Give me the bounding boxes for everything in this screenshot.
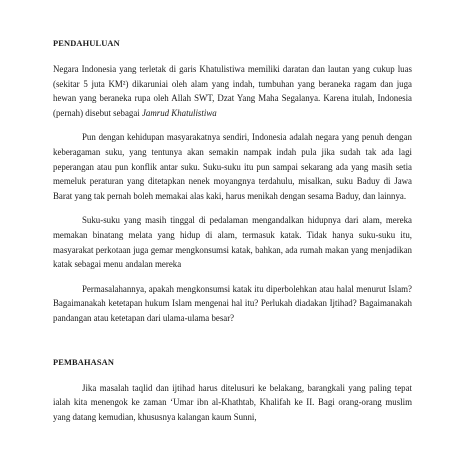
paragraph-intro: [53, 62, 412, 120]
spacer: [53, 203, 412, 213]
spacer: [53, 272, 412, 282]
paragraph-discussion: Jika masalah taqlid dan ijtihad harus ditelusuri ke belakang, barangkali yang paling tepat ialah kita menengok ke zaman ‘Umar ibn al-Khathtab, Khalifah ke II. Bagi orang-orang muslim yang datang kemudian, khususnya kalangan kaum Sunni,: [53, 382, 412, 422]
paragraph-problem: Permasalahannya, apakah mengkonsumsi katak itu diperbolehkan atau halal menurut Islam? Bagaimanakah ketetapan hukum Islam mengenai hal itu? Perlukah diadakan Ijtihad? Bagaimanakah pandangan atau ketetapan dari ulama-ulama besar?: [53, 283, 412, 323]
section-heading-pendahuluan: PENDAHULUAN: [53, 39, 120, 48]
spacer: [53, 370, 412, 381]
paragraph-tribes: Suku-suku yang masih tinggal di pedalaman mengandalkan hidupnya dari alam, mereka memakan binatang melata yang hidup di alam, termasuk katak. Tidak hanya suku-suku itu, masyarakat perkotaan juga gemar mengkonsumsi katak, bahkan, ada rumah makan yang menjadikan katak sebagai menu andalan mereka: [53, 215, 412, 270]
paragraph-intro-italic: Jamrud Khatulistiwa: [141, 107, 217, 118]
spacer: [53, 120, 412, 130]
paragraph-society: Pun dengan kehidupan masyarakatnya sendiri, Indonesia adalah negara yang penuh dengan keberagaman suku, yang tentunya akan semakin nampak indah pula jika sudah tak ada lagi peperangan atau pun konflik antar suku. Suku-suku itu pun sampai sekarang ada yang masih setia memeluk peraturan yang ditetapkan nenek moyangnya terdahulu, misalkan, suku Baduy di Jawa Barat yang tak pernah boleh memakai alas kaki, harus menikah dengan sesama Baduy, dan lainnya.: [53, 132, 412, 201]
section-heading-pembahasan: PEMBAHASAN: [53, 357, 115, 367]
paragraph-intro-text: Negara Indonesia yang terletak di garis Khatulistiwa memiliki daratan dan lautan yang cukup luas (sekitar 5 juta KM²) dikaruniai oleh alam yang indah, tumbuhan yang beraneka ragam dan juga hewan yang beraneka rupa oleh Allah SWT, Dzat Yang Maha Segalanya. Karena itulah, Indonesia (pernah) disebut sebagai: [53, 64, 412, 118]
spacer: [53, 326, 412, 356]
spacer: [53, 51, 412, 62]
